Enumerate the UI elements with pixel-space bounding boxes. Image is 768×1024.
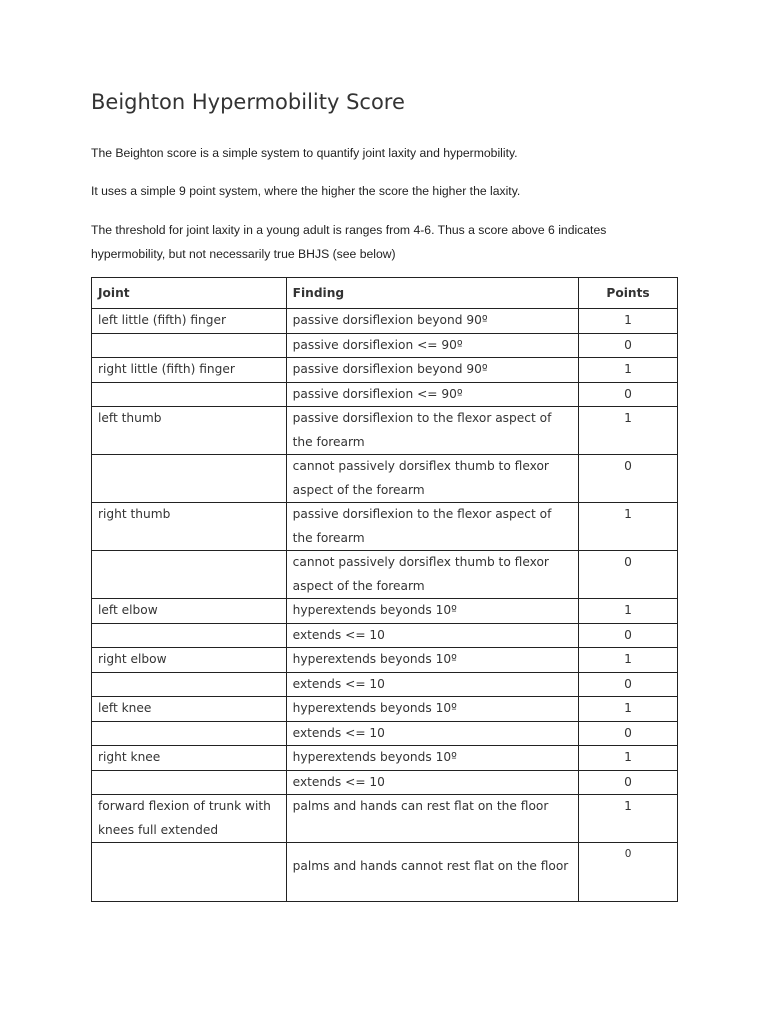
table-row: [92, 746, 678, 771]
points-cell: 0: [579, 721, 678, 746]
points-cell: 1: [579, 697, 678, 722]
joint-cell: forward flexion of trunk with knees full extended: [92, 795, 287, 843]
points-cell: 1: [579, 746, 678, 771]
points-cell: 0: [579, 843, 678, 902]
points-cell: 1: [579, 407, 678, 455]
joint-cell: right thumb: [92, 503, 287, 551]
finding-cell: hyperextends beyonds 10º: [286, 697, 578, 722]
finding-cell: hyperextends beyonds 10º: [286, 648, 578, 673]
table-row: [92, 648, 678, 673]
intro-paragraph: The Beighton score is a simple system to quantify joint laxity and hypermobility.: [91, 146, 518, 160]
points-cell: 0: [579, 770, 678, 795]
finding-cell: passive dorsiflexion beyond 90º: [286, 358, 578, 383]
table-row: [92, 358, 678, 383]
finding-cell: passive dorsiflexion <= 90º: [286, 382, 578, 407]
table-row: [92, 455, 678, 503]
joint-cell: [92, 333, 287, 358]
finding-cell: palms and hands cannot rest flat on the floor: [286, 843, 578, 902]
finding-cell: passive dorsiflexion beyond 90º: [286, 309, 578, 334]
points-cell: 0: [579, 455, 678, 503]
points-cell: 1: [579, 599, 678, 624]
table-row: [92, 672, 678, 697]
table-row: [92, 795, 678, 843]
finding-cell: hyperextends beyonds 10º: [286, 746, 578, 771]
joint-cell: right little (fifth) finger: [92, 358, 287, 383]
points-cell: 1: [579, 358, 678, 383]
table-row: [92, 333, 678, 358]
finding-cell: passive dorsiflexion to the flexor aspect of the forearm: [286, 503, 578, 551]
finding-cell: extends <= 10: [286, 721, 578, 746]
joint-cell: left elbow: [92, 599, 287, 624]
points-cell: 1: [579, 648, 678, 673]
header-points: Points: [579, 278, 678, 309]
finding-cell: extends <= 10: [286, 672, 578, 697]
joint-cell: right elbow: [92, 648, 287, 673]
table-row: [92, 843, 678, 902]
joint-cell: [92, 623, 287, 648]
points-cell: 0: [579, 623, 678, 648]
table-row: [92, 503, 678, 551]
points-cell: 0: [579, 382, 678, 407]
points-cell: 1: [579, 503, 678, 551]
joint-cell: [92, 455, 287, 503]
finding-cell: passive dorsiflexion to the flexor aspect of the forearm: [286, 407, 578, 455]
table-row: [92, 599, 678, 624]
table-row: [92, 407, 678, 455]
points-cell: 0: [579, 551, 678, 599]
joint-cell: [92, 721, 287, 746]
points-cell: 1: [579, 309, 678, 334]
finding-cell: extends <= 10: [286, 623, 578, 648]
scoring-paragraph: It uses a simple 9 point system, where the higher the score the higher the laxity.: [91, 184, 521, 198]
points-cell: 0: [579, 333, 678, 358]
table-row: [92, 770, 678, 795]
finding-cell: extends <= 10: [286, 770, 578, 795]
points-cell: 0: [579, 672, 678, 697]
table-row: [92, 697, 678, 722]
finding-cell: passive dorsiflexion <= 90º: [286, 333, 578, 358]
joint-cell: [92, 672, 287, 697]
table-header-row: [92, 278, 678, 309]
finding-cell: palms and hands can rest flat on the floor: [286, 795, 578, 843]
threshold-paragraph: The threshold for joint laxity in a young adult is ranges from 4-6. Thus a score above 6 indicates hypermobility, but not necessarily true BHJS (see below): [91, 223, 607, 261]
finding-cell: cannot passively dorsiflex thumb to flexor aspect of the forearm: [286, 551, 578, 599]
joint-cell: right knee: [92, 746, 287, 771]
table-row: [92, 623, 678, 648]
joint-cell: [92, 770, 287, 795]
header-joint: Joint: [92, 278, 287, 309]
finding-cell: hyperextends beyonds 10º: [286, 599, 578, 624]
joint-cell: left thumb: [92, 407, 287, 455]
table-row: [92, 551, 678, 599]
table-row: [92, 721, 678, 746]
table-row: [92, 382, 678, 407]
finding-cell: cannot passively dorsiflex thumb to flexor aspect of the forearm: [286, 455, 578, 503]
header-finding: Finding: [286, 278, 578, 309]
joint-cell: left little (fifth) finger: [92, 309, 287, 334]
joint-cell: left knee: [92, 697, 287, 722]
joint-cell: [92, 843, 287, 902]
page-title: Beighton Hypermobility Score: [91, 90, 405, 114]
points-cell: 1: [579, 795, 678, 843]
joint-cell: [92, 382, 287, 407]
table-row: [92, 309, 678, 334]
joint-cell: [92, 551, 287, 599]
beighton-score-table: [91, 277, 678, 902]
